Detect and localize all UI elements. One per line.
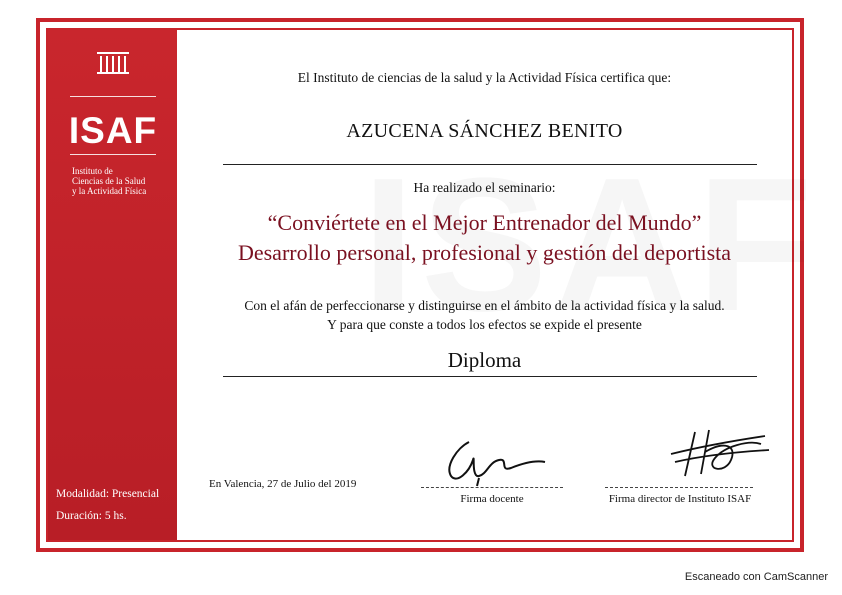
seminar-title: “Conviértete en el Mejor Entrenador del Mundo” <box>267 210 702 235</box>
scanner-watermark: Escaneado con CamScanner <box>684 571 828 583</box>
duration-text: Duración: 5 hs. <box>56 510 127 522</box>
body-line-2: Y para que conste a todos los efectos se expide el presente <box>327 317 642 332</box>
teacher-signature-image <box>439 432 549 488</box>
logo-text: ISAF <box>68 110 158 151</box>
certificate <box>36 18 804 552</box>
certificate-inner-border <box>46 28 794 542</box>
modality-text: Modalidad: Presencial <box>56 488 160 500</box>
institute-name <box>72 166 176 196</box>
teacher-signature-label: Firma docente <box>460 493 524 505</box>
institute-line: y la Actividad Física <box>72 186 147 196</box>
director-signature-line <box>605 487 753 488</box>
certificate-content <box>177 30 792 540</box>
place-date: En Valencia, 27 de Julio del 2019 <box>209 478 357 490</box>
teacher-signature-line <box>421 487 563 488</box>
logo-divider-top <box>70 96 156 97</box>
certifies-line: El Instituto de ciencias de la salud y la Actividad Física certifica que: <box>297 70 672 85</box>
institute-line: Ciencias de la Salud <box>72 176 146 186</box>
pillars-logo-icon <box>96 50 130 74</box>
director-signature-label: Firma director de Instituto ISAF <box>608 493 752 505</box>
diploma-underline <box>223 376 757 377</box>
institute-line: Instituto de <box>72 166 113 176</box>
recipient-name: AZUCENA SÁNCHEZ BENITO <box>346 120 623 142</box>
sidebar <box>48 30 177 540</box>
document-type: Diploma <box>447 348 522 372</box>
name-underline <box>223 164 757 165</box>
body-line-1: Con el afán de perfeccionarse y distinguirse en el ámbito de la actividad física y la salud. <box>244 298 725 313</box>
director-signature-image <box>665 422 775 482</box>
seminar-intro: Ha realizado el seminario: <box>413 180 556 195</box>
logo-divider-bottom <box>70 154 156 155</box>
seminar-subtitle: Desarrollo personal, profesional y gestión del deportista <box>237 240 732 265</box>
